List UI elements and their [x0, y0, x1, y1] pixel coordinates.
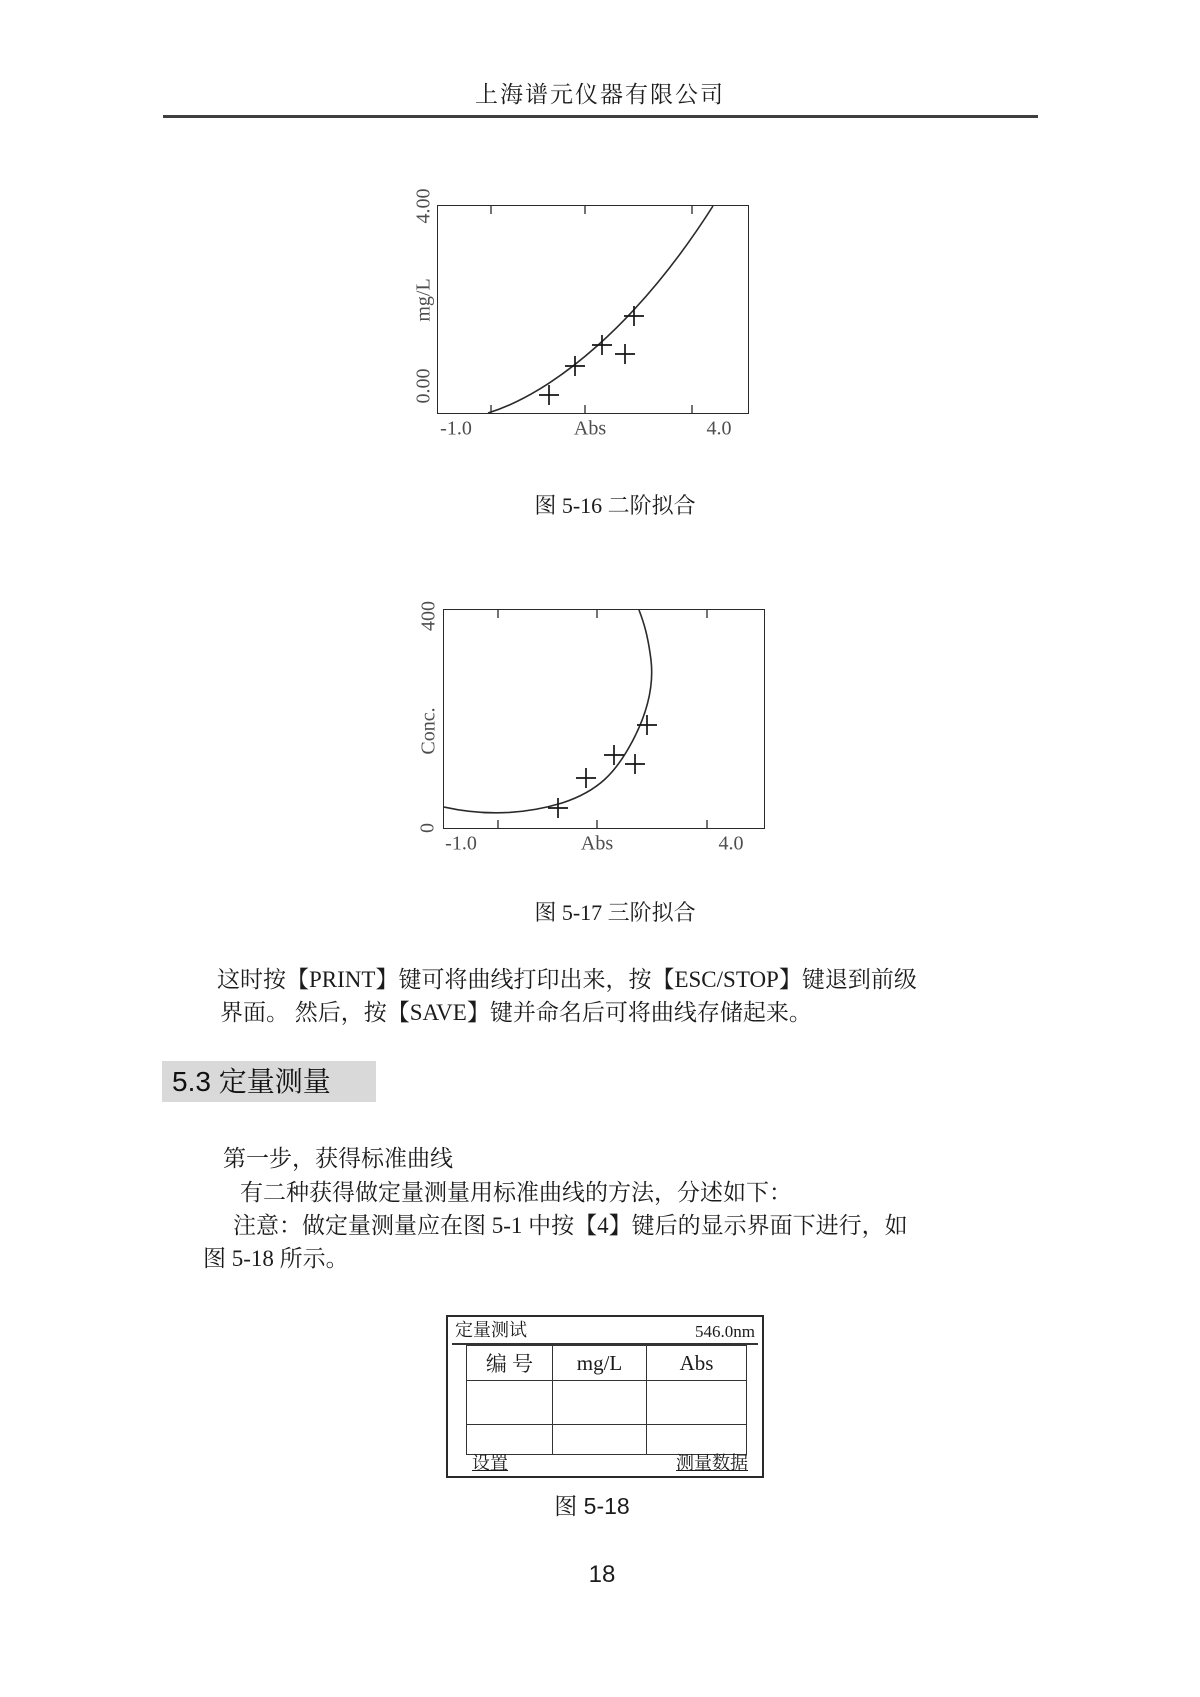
- screen-wavelength: 546.0nm: [695, 1322, 755, 1341]
- fig16-y-axis-title: mg/L: [412, 278, 435, 322]
- fig16-x-tick-right: 4.0: [706, 417, 732, 440]
- fig16-y-tick-bottom: 0.00: [412, 368, 435, 404]
- quadratic-plot-svg: [438, 206, 748, 413]
- fig16-x-tick-left: -1.0: [440, 417, 472, 440]
- fig17-x-axis-title: Abs: [580, 832, 614, 855]
- measurement-table-header-row: [467, 1346, 747, 1381]
- fig17-x-tick-right: 4.0: [718, 832, 744, 855]
- steps-paragraph-line-2: 有二种获得做定量测量用标准曲线的方法，分述如下：: [240, 1180, 792, 1205]
- fig17-y-tick-top: 400: [417, 601, 440, 631]
- fig17-y-axis-title: Conc.: [417, 707, 440, 755]
- table-row: [467, 1381, 747, 1425]
- table-cell: [467, 1381, 553, 1425]
- col-header-abs: Abs: [647, 1346, 747, 1381]
- page-header-title: 上海谱元仪器有限公司: [475, 82, 725, 107]
- steps-paragraph-line-3: 注意：做定量测量应在图 5-1 中按【4】键后的显示界面下进行，如: [233, 1213, 908, 1238]
- steps-paragraph-line-1: 第一步，获得标准曲线: [223, 1146, 453, 1171]
- fig16-y-tick-top: 4.00: [412, 188, 435, 224]
- fig17-plot-area: [443, 609, 765, 829]
- fig17-y-tick-bottom: 0: [416, 823, 439, 833]
- softkey-settings: 设置: [472, 1453, 508, 1473]
- page-number: 18: [588, 1561, 616, 1588]
- screen-status-bar: [452, 1319, 758, 1345]
- col-header-number: 编 号: [467, 1346, 553, 1381]
- fig16-plot-area: [437, 205, 749, 414]
- table-cell: [647, 1381, 747, 1425]
- fig18-caption: 图 5-18: [554, 1493, 630, 1519]
- softkey-measure-data: 测量数据: [676, 1453, 748, 1473]
- table-cell: [553, 1381, 647, 1425]
- screen-softkey-row: [472, 1449, 748, 1475]
- fig17-caption: 图 5-17 三阶拟合: [534, 900, 696, 925]
- header-divider: [163, 115, 1038, 118]
- steps-paragraph-line-4: 图 5-18 所示。: [203, 1246, 349, 1271]
- cubic-plot-svg: [444, 610, 764, 828]
- measurement-table: [466, 1345, 747, 1455]
- fig16-x-axis-title: Abs: [573, 417, 607, 440]
- section-heading-5-3: 5.3 定量测量: [162, 1061, 376, 1102]
- print-paragraph-line-1: 这时按【PRINT】键可将曲线打印出来，按【ESC/STOP】键退到前级: [217, 967, 917, 992]
- col-header-mgl: mg/L: [553, 1346, 647, 1381]
- quant-test-screen: [446, 1315, 764, 1478]
- fig17-x-tick-left: -1.0: [445, 832, 477, 855]
- fig16-caption: 图 5-16 二阶拟合: [534, 493, 696, 518]
- print-paragraph-line-2: 界面。 然后，按【SAVE】键并命名后可将曲线存储起来。: [220, 1000, 812, 1025]
- screen-title: 定量测试: [455, 1320, 527, 1340]
